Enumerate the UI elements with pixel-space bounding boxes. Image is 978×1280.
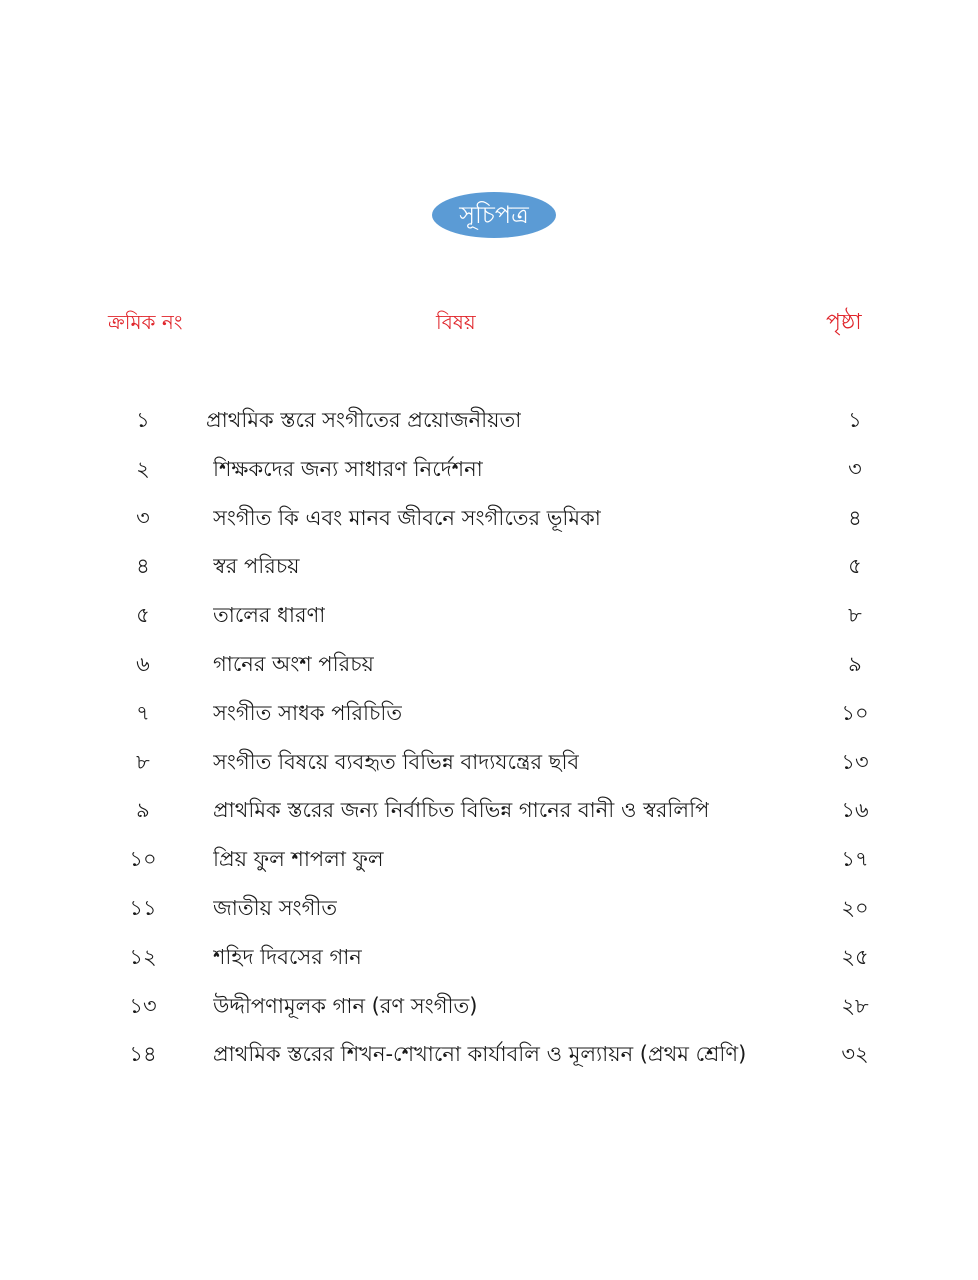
- toc-row: [0, 747, 978, 796]
- toc-serial: ৩: [136, 505, 150, 530]
- toc-page: ৪: [848, 505, 862, 530]
- toc-serial: ১: [136, 408, 150, 432]
- header-serial: ক্রমিক নং: [108, 310, 183, 334]
- toc-subject: তালের ধারণা: [213, 603, 326, 628]
- toc-row: [0, 942, 978, 991]
- toc-subject: শিক্ষকদের জন্য সাধারণ নির্দেশনা: [213, 456, 483, 481]
- toc-serial: ১০: [129, 847, 157, 872]
- toc-subject: প্রিয় ফুল শাপলা ফুল: [213, 847, 384, 872]
- toc-subject: শহিদ দিবসের গান: [213, 944, 362, 969]
- toc-serial: ৪: [136, 554, 150, 579]
- toc-subject: স্বর পরিচয়: [213, 554, 300, 579]
- toc-row: [0, 649, 978, 698]
- toc-page: ১৭: [841, 847, 869, 872]
- toc-row: [0, 600, 978, 649]
- toc-subject: প্রাথমিক স্তরের শিখন-শেখানো কার্যাবলি ও মূল্যায়ন (প্রথম শ্রেণি): [213, 1042, 747, 1067]
- toc-page: ১৬: [841, 798, 869, 823]
- toc-row: [0, 405, 978, 454]
- toc-page: ৯: [848, 651, 862, 676]
- toc-subject: সংগীত বিষয়ে ব্যবহৃত বিভিন্ন বাদ্যযন্ত্রের ছবি: [213, 749, 580, 774]
- toc-serial: ৫: [136, 603, 150, 628]
- toc-serial: ১৪: [129, 1042, 157, 1067]
- title-badge: [432, 192, 556, 238]
- toc-page: ৩২: [841, 1042, 869, 1067]
- toc-row: [0, 454, 978, 503]
- toc-row: [0, 844, 978, 893]
- toc-row: [0, 991, 978, 1040]
- toc-serial: ১৩: [129, 993, 157, 1018]
- toc-page: ২৮: [841, 993, 869, 1018]
- toc-serial: ২: [136, 456, 150, 481]
- header-subject: বিষয়: [436, 310, 476, 334]
- toc-row: [0, 1039, 978, 1088]
- toc-page: ১০: [841, 700, 869, 725]
- toc-page: ১: [848, 408, 862, 432]
- toc-page: ৮: [848, 603, 862, 628]
- toc-row: [0, 795, 978, 844]
- toc-page: ১৩: [841, 749, 869, 774]
- toc-page: ৩: [848, 456, 862, 481]
- toc-serial: ৭: [136, 700, 150, 725]
- toc-serial: ১২: [129, 944, 157, 969]
- toc-row: [0, 551, 978, 600]
- toc-subject: সংগীত কি এবং মানব জীবনে সংগীতের ভূমিকা: [213, 505, 601, 530]
- toc-serial: ৮: [136, 749, 150, 774]
- toc-list: [0, 405, 978, 1088]
- page-title: সূচিপত্র: [459, 201, 529, 229]
- toc-row: [0, 503, 978, 552]
- toc-subject: সংগীত সাধক পরিচিতি: [213, 700, 403, 725]
- toc-page: ৫: [848, 554, 862, 579]
- toc-row: [0, 698, 978, 747]
- header-page: পৃষ্ঠা: [826, 310, 862, 335]
- toc-row: [0, 893, 978, 942]
- toc-serial: ৯: [136, 798, 150, 823]
- toc-serial: ৬: [136, 651, 150, 676]
- toc-subject: গানের অংশ পরিচয়: [213, 651, 374, 676]
- toc-serial: ১১: [129, 895, 157, 920]
- toc-subject: জাতীয় সংগীত: [213, 895, 338, 920]
- toc-subject: প্রাথমিক স্তরের জন্য নির্বাচিত বিভিন্ন গানের বানী ও স্বরলিপি: [213, 798, 710, 823]
- toc-page: ২০: [841, 895, 869, 920]
- toc-subject: উদ্দীপণামূলক গান (রণ সংগীত): [213, 993, 478, 1018]
- toc-subject: প্রাথমিক স্তরে সংগীতের প্রয়োজনীয়তা: [206, 408, 522, 432]
- toc-page: ২৫: [841, 944, 869, 969]
